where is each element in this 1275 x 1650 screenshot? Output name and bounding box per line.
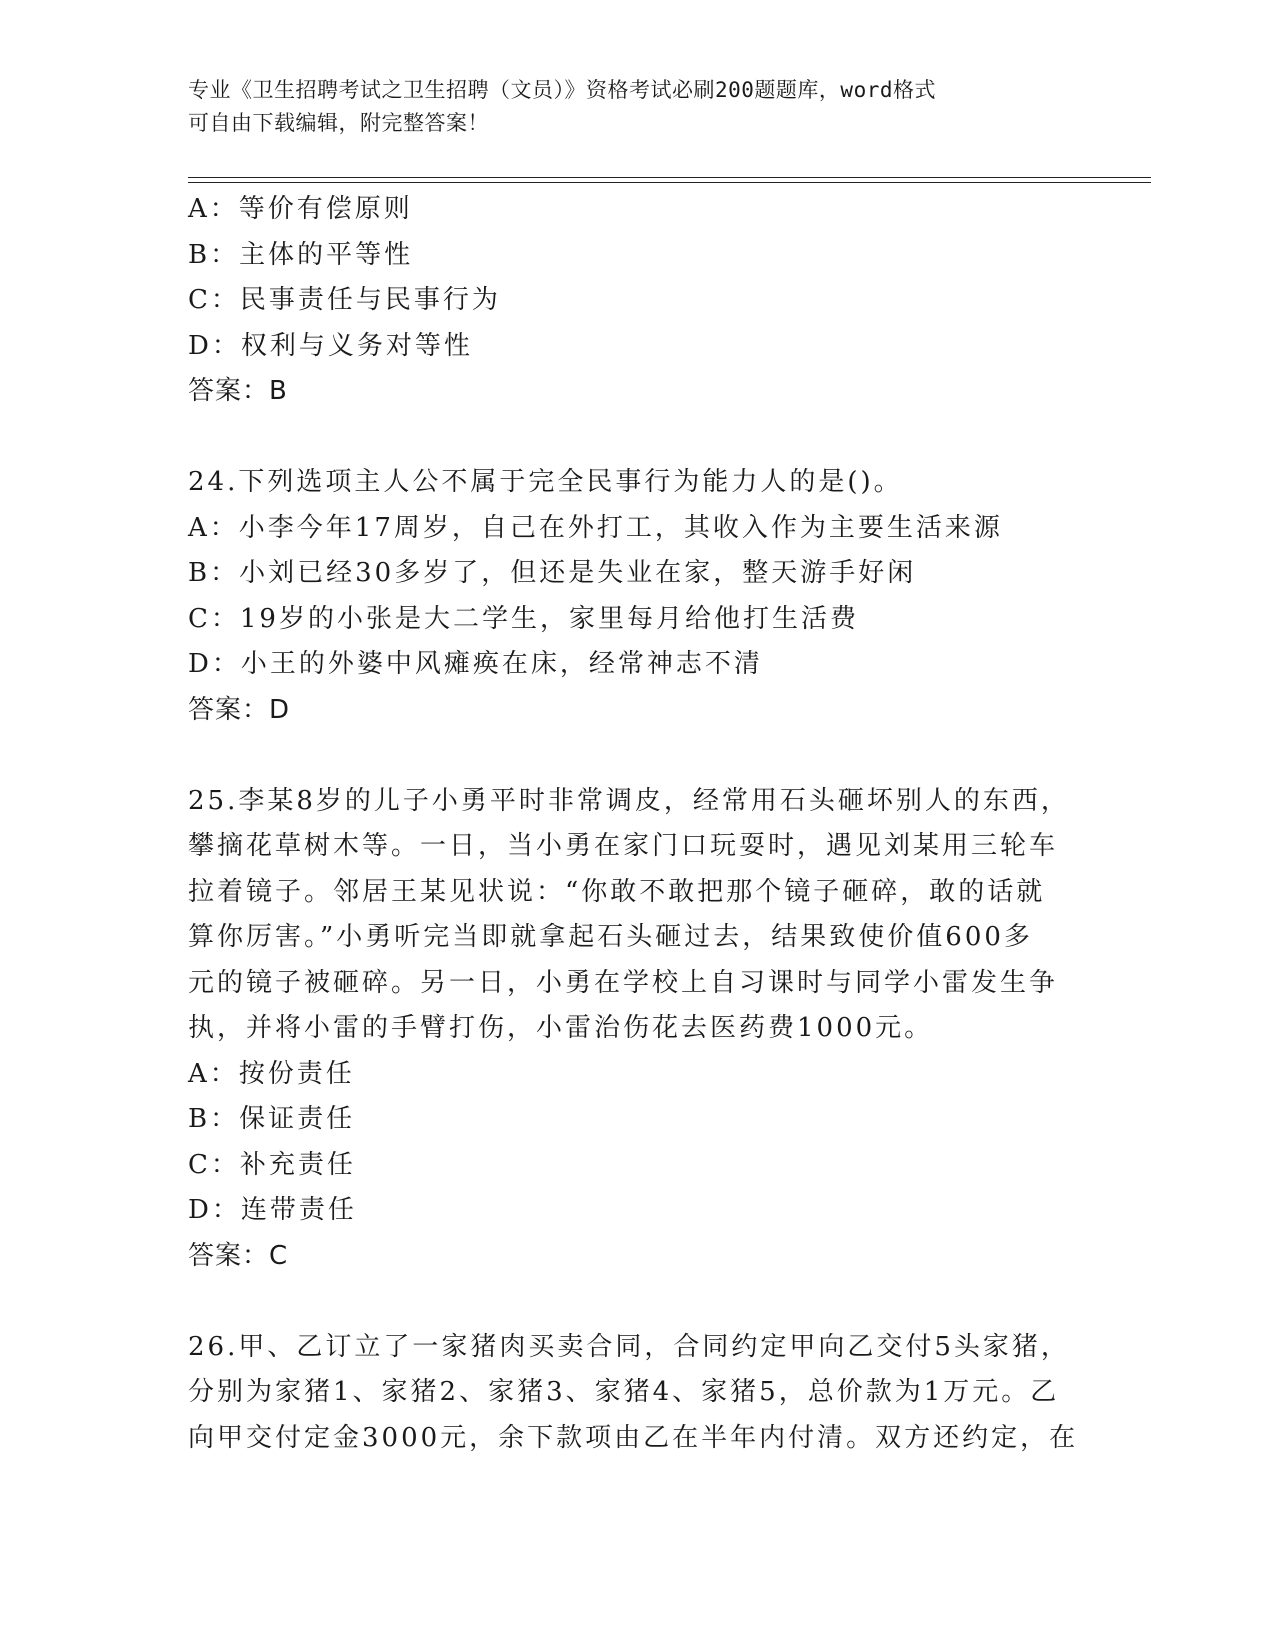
question-24	[188, 460, 1088, 733]
option-d: D：小王的外婆中风瘫痪在床，经常神志不清	[188, 649, 763, 679]
question-list	[188, 187, 1088, 1461]
option-a: A：按份责任	[188, 1058, 355, 1089]
question-stem-line: 执，并将小雷的手臂打伤，小雷治伤花去医药费1000元。	[188, 1013, 934, 1043]
answer: 答案：D	[188, 694, 291, 725]
header-divider-bottom	[188, 182, 1151, 183]
option-b: B：主体的平等性	[188, 239, 414, 270]
header-line-1: 专业《卫生招聘考试之卫生招聘（文员）》资格考试必刷200题题库，word格式	[188, 78, 936, 102]
option-a: A：等价有偿原则	[188, 194, 413, 224]
option-d: D：连带责任	[188, 1195, 357, 1225]
option-b: B：小刘已经30多岁了，但还是失业在家，整天游手好闲	[188, 558, 917, 588]
question-stem-line: 25.李某8岁的儿子小勇平时非常调皮，经常用石头砸坏别人的东西，	[188, 785, 1070, 816]
header-divider-top	[188, 177, 1151, 178]
option-c: C：补充责任	[188, 1149, 356, 1180]
option-d: D：权利与义务对等性	[188, 330, 473, 361]
question-26	[188, 1325, 1088, 1462]
question-stem-line: 向甲交付定金3000元，余下款项由乙在半年内付清。双方还约定，在	[188, 1422, 1079, 1453]
spacer	[188, 1279, 1088, 1325]
question-23	[188, 187, 1088, 415]
header-line-2: 可自由下载编辑，附完整答案！	[188, 111, 489, 135]
question-stem-line: 26.甲、乙订立了一家猪肉买卖合同，合同约定甲向乙交付5头家猪，	[188, 1331, 1070, 1362]
option-b: B：保证责任	[188, 1104, 356, 1134]
answer: 答案：C	[188, 1240, 289, 1271]
question-25	[188, 779, 1088, 1280]
question-stem: 24.下列选项主人公不属于完全民事行为能力人的是()。	[188, 467, 903, 497]
option-c: C：民事责任与民事行为	[188, 285, 501, 315]
question-stem-line: 算你厉害。”小勇听完当即就拿起石头砸过去，结果致使价值600多	[188, 922, 1033, 952]
option-a: A：小李今年17周岁，自己在外打工，其收入作为主要生活来源	[188, 512, 1003, 543]
spacer	[188, 415, 1088, 461]
answer: 答案：B	[188, 376, 288, 406]
option-c: C：19岁的小张是大二学生，家里每月给他打生活费	[188, 603, 859, 634]
question-stem-line: 攀摘花草树木等。一日，当小勇在家门口玩耍时，遇见刘某用三轮车	[188, 831, 1059, 861]
question-stem-line: 分别为家猪1、家猪2、家猪3、家猪4、家猪5，总价款为1万元。乙	[188, 1377, 1060, 1407]
question-stem-line: 拉着镜子。邻居王某见状说：“你敢不敢把那个镜子砸碎，敢的话就	[188, 876, 1046, 907]
question-stem-line: 元的镜子被砸碎。另一日，小勇在学校上自习课时与同学小雷发生争	[188, 967, 1059, 998]
spacer	[188, 733, 1088, 779]
document-header	[188, 74, 1088, 140]
